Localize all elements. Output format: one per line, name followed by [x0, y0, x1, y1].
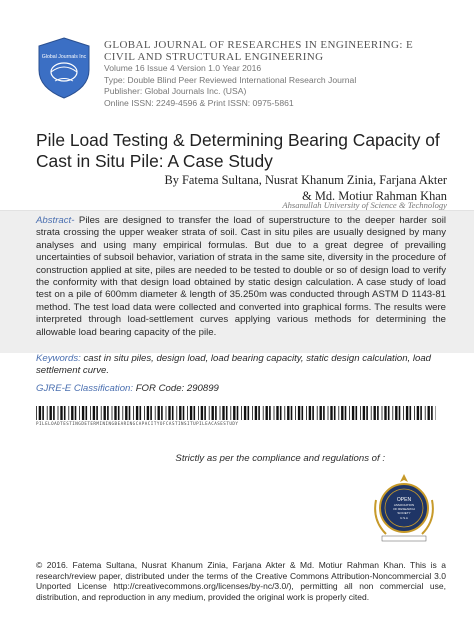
affiliation: Ahsanullah University of Science & Technology: [282, 200, 447, 210]
classification-code: FOR Code: 290899: [133, 383, 219, 394]
journal-volume: Volume 16 Issue 4 Version 1.0 Year 2016: [104, 63, 262, 73]
journal-title-line1: GLOBAL JOURNAL OF RESEARCHES IN ENGINEERING: E: [104, 39, 414, 51]
abstract-label: Abstract-: [36, 215, 75, 226]
abstract-body: Piles are designed to transfer the load of superstructure to the deeper harder soil strata crossing the upper weaker strata of soil. Cast in situ piles are usually designed by many analyses and using many empirical formulas. But due to a great degree of prevailing uncertainties of subsoil behavior, variation of strata in the same site, diversity in the procedure of construction applied at site, piles are needed to be tested to double or so of design load to verify the conformity with that design load obtained by static design calculation. A case study of load test on a pile of 600mm diameter & length of 35.250m was conducted through ASTM D 1143-81 method. The test load data were collected and converted into graphical forms. The results were interpreted through load-settlement curves applying various methods for determining the allowable load bearing capacity of the pile.: [36, 215, 446, 338]
seal-text-line: SOCIETY: [397, 511, 411, 515]
barcode: [36, 406, 436, 420]
barcode-text: PILELOADTESTINGDETERMININGBEARINGCAPACITYOFCASTINSITUPILEACASESTUDY: [36, 421, 239, 426]
seal-text-line: ASSOCIATION: [393, 503, 415, 507]
keywords: [36, 353, 446, 377]
journal-type: Type: Double Blind Peer Reviewed International Research Journal: [104, 74, 357, 85]
authors-line1: By Fatema Sultana, Nusrat Khanum Zinia, Farjana Akter: [164, 173, 447, 187]
journal-publisher: Publisher: Global Journals Inc. (USA): [104, 86, 247, 96]
journal-info: [104, 40, 466, 109]
logo-text: Global Journals Inc: [41, 54, 87, 60]
journal-issn: Online ISSN: 2249-4596 & Print ISSN: 0975-5861: [104, 97, 294, 108]
journal-title-line2: CIVIL AND STRUCTURAL ENGINEERING: [104, 50, 324, 63]
classification-label: GJRE-E Classification:: [36, 383, 134, 394]
keywords-body: cast in situ piles, design load, load bearing capacity, static design calculation, load settlement curve.: [36, 353, 431, 376]
abstract: [36, 215, 446, 339]
open-association-seal: [368, 470, 440, 550]
license-notice: © 2016. Fatema Sultana, Nusrat Khanum Zinia, Farjana Akter & Md. Motiur Rahman Khan. This is a research/review paper, distributed under the terms of the Creative Commons Attribution-Noncommercial 3.0 Unported License http://creativecommons.org/licenses/by-nc/3.0/), permitting all non commercial use, distribution, and reproduction in any medium, provided the original work is properly cited.: [36, 560, 446, 602]
journal-logo: [35, 36, 93, 100]
seal-text-line: U.S.A: [400, 516, 408, 520]
classification: [36, 383, 219, 394]
compliance-text: Strictly as per the compliance and regulations of :: [175, 453, 385, 464]
paper-title: Pile Load Testing & Determining Bearing Capacity of Cast in Situ Pile: A Case Study: [36, 130, 440, 171]
seal-text-line: OF RESEARCH: [393, 507, 415, 511]
seal-text-line: OPEN: [396, 497, 412, 503]
keywords-label: Keywords:: [36, 353, 81, 364]
authors-line2: & Md. Motiur Rahman Khan: [302, 189, 447, 203]
